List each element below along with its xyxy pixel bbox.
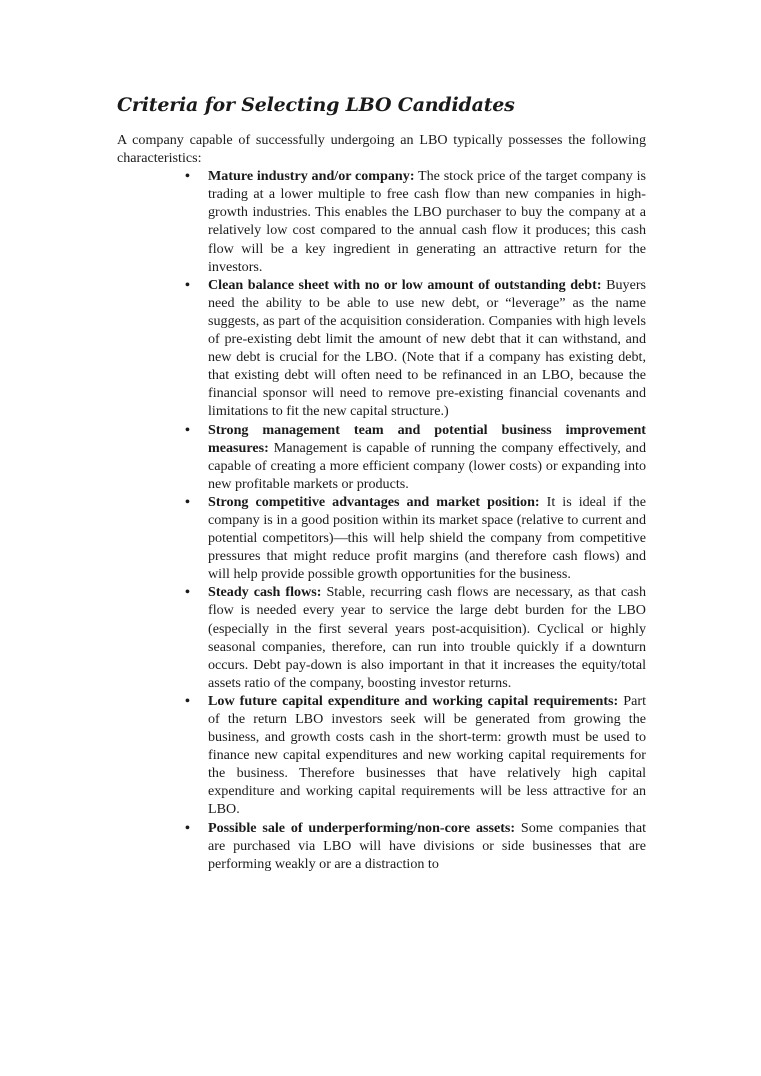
list-item-text: The stock price of the target company is trading at a lower multiple to free cash flow than new companies in high-growth industries. This enables the LBO purchaser to buy the company at a relatively low cost compared to the annual cash flow it produces; this cash flow will be a key ingredient in generating an attractive return for the investors. bbox=[208, 168, 647, 275]
intro-paragraph: A company capable of successfully undergoing an LBO typically possesses the following characteristics: bbox=[117, 132, 646, 167]
bullet-icon: • bbox=[185, 276, 190, 293]
list-item bbox=[185, 819, 646, 873]
list-item-title: Possible sale of underperforming/non-core assets: bbox=[208, 819, 516, 836]
bullet-icon: • bbox=[185, 819, 190, 836]
list-item bbox=[185, 493, 646, 583]
list-item-title: Strong management team and potential business improvement measures: bbox=[208, 421, 646, 456]
list-item bbox=[185, 276, 647, 421]
list-item-title: Mature industry and/or company: bbox=[208, 168, 415, 185]
bullet-icon: • bbox=[185, 493, 190, 510]
criteria-list bbox=[117, 167, 646, 873]
document-page bbox=[117, 93, 646, 873]
document-title: Criteria for Selecting LBO Candidates bbox=[117, 94, 515, 116]
list-item bbox=[185, 583, 646, 692]
bullet-icon: • bbox=[185, 692, 190, 709]
list-item-title: Clean balance sheet with no or low amount of outstanding debt: bbox=[208, 276, 602, 293]
bullet-icon: • bbox=[185, 168, 190, 185]
list-item-title: Steady cash flows: bbox=[208, 584, 322, 601]
list-item-title: Strong competitive advantages and market position: bbox=[208, 493, 540, 510]
list-item bbox=[185, 421, 647, 493]
list-item-text: Part of the return LBO investors seek will be generated from growing the business, and growth costs cash in the short-term: growth must be used to finance new capital expenditures and new working capital requirements for the business. Therefore businesses that have relatively high capital expenditure and working capital requirements will be less attractive for an LBO. bbox=[208, 692, 646, 818]
list-item bbox=[185, 167, 647, 276]
list-item-text: It is ideal if the company is in a good position within its market space (relative to current and potential competitors)—this will help shield the company from competitive pressures that might reduce profit margins (and therefore cash flows) and will help provide possible growth opportunities for the business. bbox=[208, 493, 646, 583]
list-item-text: Buyers need the ability to be able to use new debt, or “leverage” as the name suggests, as part of the acquisition consideration. Companies with high levels of pre-existing debt limit the amount of new debt that it can withstand, and new debt is crucial for the LBO. (Note that if a company has existing debt, that existing debt will often need to be refinanced in an LBO, because the financial sponsor will need to remove pre-existing financial covenants and limitations to fit the new capital structure.) bbox=[208, 276, 647, 420]
bullet-icon: • bbox=[185, 584, 190, 601]
list-item-text: Management is capable of running the company effectively, and capable of creating a more efficient company (lower costs) or expanding into new profitable markets or products. bbox=[208, 439, 647, 492]
list-item bbox=[185, 692, 646, 819]
list-item-text: Stable, recurring cash flows are necessary, as that cash flow is needed every year to service the large debt burden for the LBO (especially in the first several years post-acquisition). Cyclical or highly seasonal companies, therefore, can run into trouble quickly if a downturn occurs. Debt pay-down is also important in that it increases the equity/total assets ratio of the company, boosting investor returns. bbox=[208, 584, 646, 691]
list-item-text: Some companies that are purchased via LBO will have divisions or side businesses that are performing weakly or are a distraction to bbox=[208, 819, 646, 872]
bullet-icon: • bbox=[185, 421, 190, 438]
list-item-title: Low future capital expenditure and working capital requirements: bbox=[208, 692, 619, 709]
